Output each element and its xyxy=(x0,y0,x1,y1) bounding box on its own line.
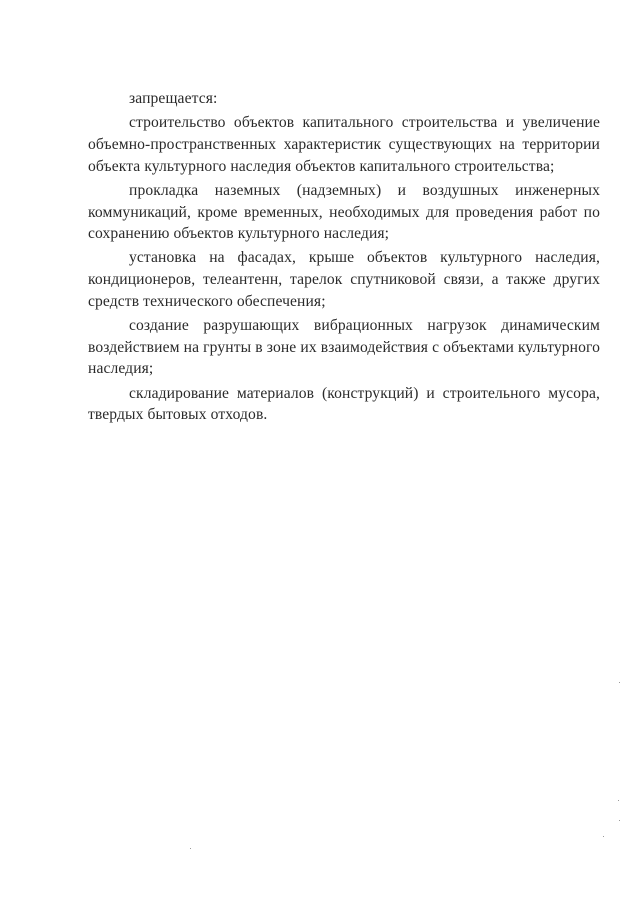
prohibition-item-installations: установка на фасадах, крыше объектов культурного наследия, кондиционеров, телеантенн, тарелок спутниковой связи, а также других средств технического обеспечения; xyxy=(88,249,600,310)
intro-line: запрещается: xyxy=(129,90,218,107)
scan-speck xyxy=(619,820,620,821)
prohibition-item-vibration: создание разрушающих вибрационных нагрузок динамическим воздействием на грунты в зоне их взаимодействия с объектами культурного наследия; xyxy=(88,317,600,378)
scan-speck xyxy=(619,682,620,683)
prohibition-item-storage: складирование материалов (конструкций) и строительного мусора, твердых бытовых отходов. xyxy=(88,384,600,424)
prohibition-item-communications: прокладка наземных (надземных) и воздушных инженерных коммуникаций, кроме временных, необходимых для проведения работ по сохранению объектов культурного наследия; xyxy=(88,181,600,243)
prohibition-item-construction: строительство объектов капитального строительства и увеличение объемно-пространственных характеристик существующих на территории объекта культурного наследия объектов капитального строительства; xyxy=(88,114,600,175)
document-body xyxy=(88,88,600,429)
scan-speck xyxy=(190,848,191,849)
scan-speck xyxy=(618,800,619,801)
scan-speck xyxy=(603,836,604,837)
